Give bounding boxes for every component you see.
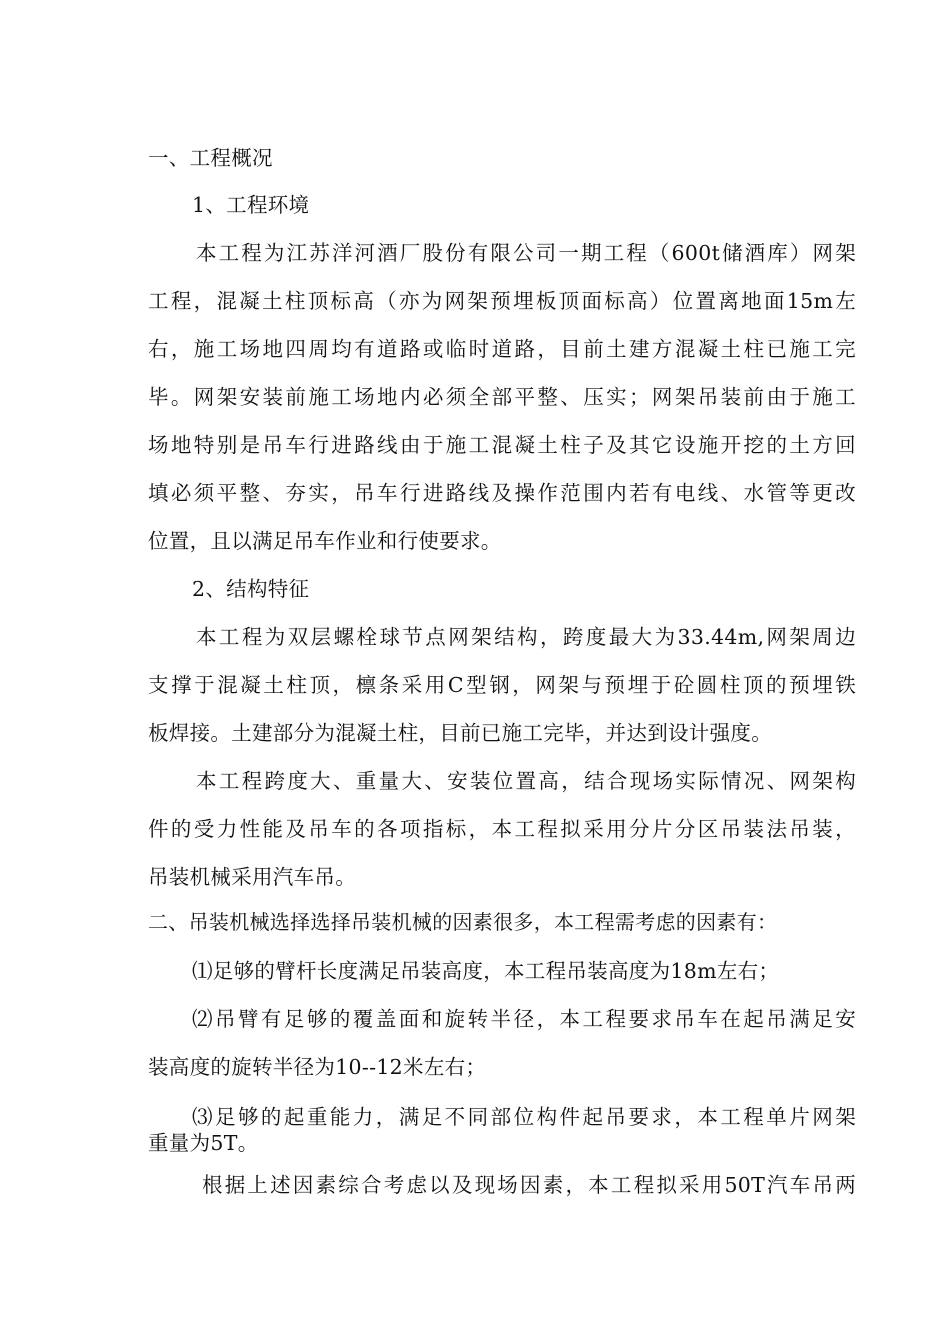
- list-item-3: ⑶足够的起重能力，满足不同部位构件起吊要求，本工程单片网架: [192, 1105, 856, 1129]
- paragraph-line: 支撑于混凝土柱顶，檩条采用C型钢，网架与预埋于砼圆柱顶的预埋铁: [148, 673, 856, 697]
- paragraph-line: 场地特别是吊车行进路线由于施工混凝土柱子及其它设施开挖的土方回: [148, 433, 856, 457]
- paragraph-line: 本工程跨度大、重量大、安装位置高，结合现场实际情况、网架构: [196, 769, 856, 793]
- subheading-1: 1、工程环境: [192, 193, 310, 217]
- list-item-2-continued: 装高度的旋转半径为10--12米左右；: [148, 1055, 487, 1079]
- paragraph-line: 位置，且以满足吊车作业和行使要求。: [148, 529, 502, 553]
- list-item-3-continued: 重量为5T。: [148, 1131, 259, 1155]
- section-heading-1: 一、工程概况: [148, 146, 273, 170]
- paragraph-line: 右，施工场地四周均有道路或临时道路，目前土建方混凝土柱已施工完: [148, 337, 856, 361]
- subheading-2: 2、结构特征: [192, 577, 310, 601]
- paragraph-line: 本工程为江苏洋河酒厂股份有限公司一期工程（600t储酒库）网架: [196, 241, 856, 265]
- paragraph-line: 毕。网架安装前施工场地内必须全部平整、压实；网架吊装前由于施工: [148, 385, 856, 409]
- section-heading-2: 二、吊装机械选择选择吊装机械的因素很多，本工程需考虑的因素有：: [148, 910, 778, 934]
- paragraph-line: 根据上述因素综合考虑以及现场因素，本工程拟采用50T汽车吊两: [202, 1173, 856, 1197]
- list-item-1: ⑴足够的臂杆长度满足吊装高度，本工程吊装高度为18m左右；: [192, 959, 780, 983]
- list-item-2: ⑵吊臂有足够的覆盖面和旋转半径，本工程要求吊车在起吊满足安: [192, 1007, 856, 1031]
- paragraph-line: 吊装机械采用汽车吊。: [148, 865, 356, 889]
- paragraph-line: 板焊接。土建部分为混凝土柱，目前已施工完毕，并达到设计强度。: [148, 721, 772, 745]
- paragraph-line: 工程，混凝土柱顶标高（亦为网架预埋板顶面标高）位置离地面15m左: [148, 289, 856, 313]
- paragraph-line: 本工程为双层螺栓球节点网架结构，跨度最大为33.44m,网架周边: [196, 625, 856, 649]
- paragraph-line: 填必须平整、夯实，吊车行进路线及操作范围内若有电线、水管等更改: [148, 481, 856, 505]
- paragraph-line: 件的受力性能及吊车的各项指标，本工程拟采用分片分区吊装法吊装，: [148, 817, 856, 841]
